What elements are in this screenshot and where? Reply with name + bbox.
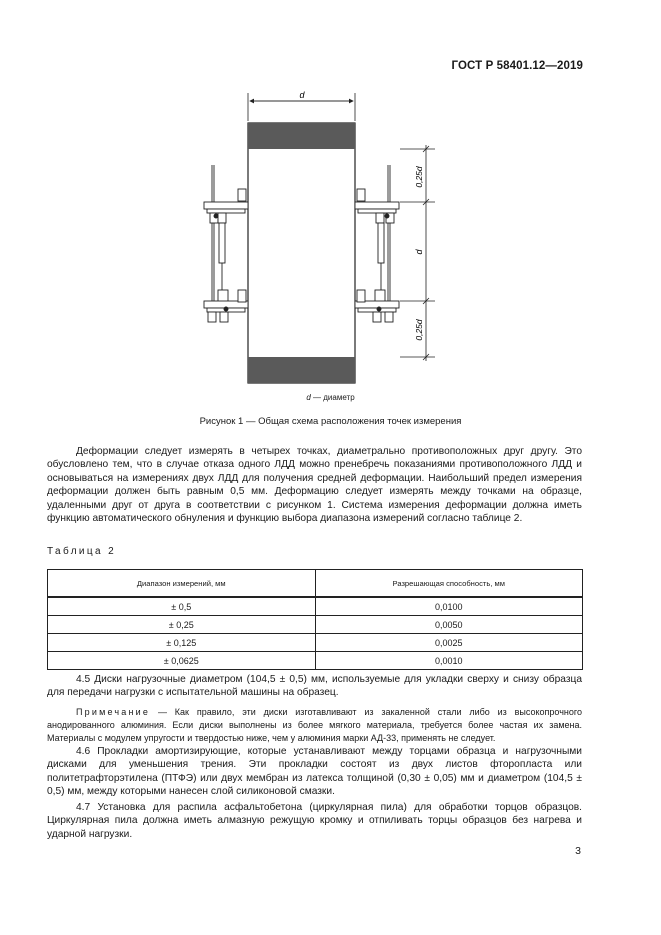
top-loading-disk	[248, 123, 355, 149]
table-header-row	[48, 570, 583, 598]
paragraph-4-5-text: 4.5 Диски нагрузочные диаметром (104,5 ± 0,5) мм, используемые для укладки сверху и снизу образца для передачи нагрузки с испытательной машины на образец.	[47, 674, 582, 699]
table-row	[48, 634, 583, 652]
cell-resolution: 0,0010	[315, 652, 583, 670]
cell-resolution: 0,0050	[315, 616, 583, 634]
cell-range: ± 0,5	[48, 597, 316, 616]
dim-label-lower: 0,25d	[414, 319, 424, 341]
left-displacement-gauge	[204, 165, 248, 322]
legend-text: — диаметр	[310, 393, 355, 402]
paragraph-deformation-text: Деформации следует измерять в четырех точках, диаметрально противоположных друг другу. Это обусловлено тем, что в случае отказа одного ЛДД можно пренебречь показаниями противоположного ЛДД и основываться на измерениях двух ЛДД для получения средней деформации. Наибольший предел измерения деформации должен быть равным 0,5 мм. Деформацию следует измерять между точками на образце, удаленными друг от друга в соответствии с рисунком 1. Система измерения деформации должна иметь функцию автоматического обнуления и функцию выбора диапазона измерений согласно таблице 2.	[47, 446, 582, 525]
bottom-loading-disk	[248, 357, 355, 383]
legend-symbol: d	[306, 393, 311, 402]
right-displacement-gauge	[355, 165, 399, 322]
dim-label-d-top: d	[299, 90, 305, 100]
cell-range: ± 0,0625	[48, 652, 316, 670]
document-header: ГОСТ Р 58401.12—2019	[451, 60, 583, 72]
note-label: Примечание	[76, 707, 151, 717]
header-range: Диапазон измерений, мм	[48, 570, 316, 598]
cell-resolution: 0,0100	[315, 597, 583, 616]
table-row	[48, 616, 583, 634]
paragraph-4-6-text: 4.6 Прокладки амортизирующие, которые устанавливают между торцами образца и нагрузочными дисками для уменьшения трения. Эти прокладки состоят из двух листов фторопласта или политетрафторэтилена (ПТФЭ) или двух мембран из латекса толщиной (0,30 ± 0,05) мм и диаметром (104,5 ± 0,5) мм, между которыми нанесен слой силиконовой смазки.	[47, 746, 582, 798]
paragraph-deformation	[47, 445, 582, 525]
paragraph-4-5	[47, 673, 582, 700]
paragraph-4-6	[47, 745, 582, 799]
table-row	[48, 597, 583, 616]
note-block	[47, 706, 582, 744]
specimen-cylinder	[248, 123, 355, 383]
cell-range: ± 0,25	[48, 616, 316, 634]
cell-resolution: 0,0025	[315, 634, 583, 652]
measurement-range-table	[47, 569, 583, 670]
measurement-scheme-figure	[190, 85, 450, 385]
dim-label-upper: 0,25d	[414, 166, 424, 188]
header-resolution: Разрешающая способность, мм	[315, 570, 583, 598]
dim-label-middle: d	[414, 249, 424, 255]
note-text: — Как правило, эти диски изготавливают из закаленной стали либо из высокопрочного анодированного алюминия. Если диски выполнены из более мягкого материала, требуется более частая их замена. Материалы с модулем упругости и твердостью ниже, чем у алюминия марки АД-33, применять не следует.	[47, 707, 582, 743]
figure-legend	[0, 393, 661, 402]
cell-range: ± 0,125	[48, 634, 316, 652]
paragraph-4-7-text: 4.7 Установка для распила асфальтобетона (циркулярная пила) для обработки торцов образцов. Циркулярная пила должна иметь алмазную режущую кромку и отпиливать торцы образцов без нагрева и ударной нагрузки.	[47, 802, 582, 840]
paragraph-4-7	[47, 801, 582, 841]
table-row	[48, 652, 583, 670]
table-title: Таблица 2	[47, 546, 117, 557]
page-number: 3	[575, 845, 581, 857]
specimen-diagram	[190, 85, 450, 385]
figure-caption: Рисунок 1 — Общая схема расположения точек измерения	[199, 416, 462, 427]
